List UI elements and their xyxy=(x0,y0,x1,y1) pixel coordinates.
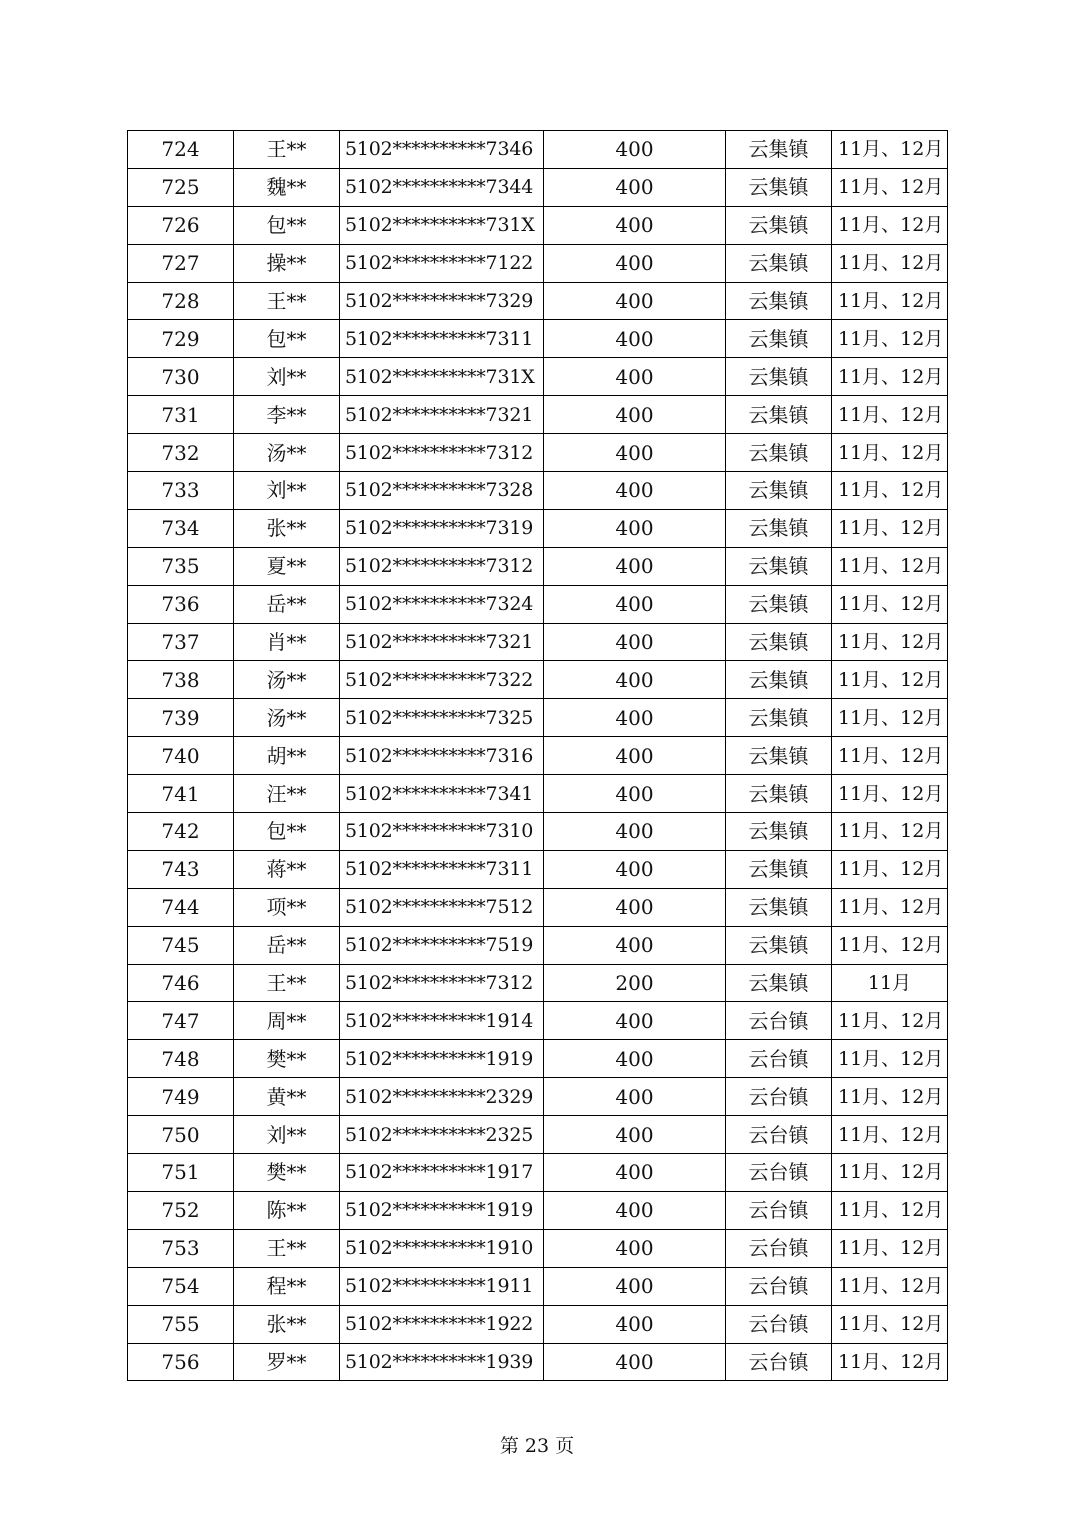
cell-id-number: 5102**********7312 xyxy=(340,434,544,472)
cell-id-number: 5102**********731X xyxy=(340,206,544,244)
cell-serial-number: 749 xyxy=(128,1078,234,1116)
cell-name: 岳** xyxy=(234,926,340,964)
cell-id-number: 5102**********7311 xyxy=(340,850,544,888)
cell-id-number: 5102**********7519 xyxy=(340,926,544,964)
cell-name: 王** xyxy=(234,282,340,320)
cell-town: 云台镇 xyxy=(726,1229,832,1267)
table-row xyxy=(128,1191,948,1229)
cell-town: 云集镇 xyxy=(726,244,832,282)
cell-id-number: 5102**********1922 xyxy=(340,1305,544,1343)
cell-serial-number: 744 xyxy=(128,888,234,926)
cell-serial-number: 748 xyxy=(128,1040,234,1078)
table-row xyxy=(128,964,948,1002)
cell-serial-number: 742 xyxy=(128,813,234,851)
cell-amount: 400 xyxy=(544,1191,726,1229)
cell-id-number: 5102**********7310 xyxy=(340,813,544,851)
cell-amount: 400 xyxy=(544,585,726,623)
cell-town: 云集镇 xyxy=(726,206,832,244)
cell-amount: 400 xyxy=(544,509,726,547)
cell-months: 11月、12月 xyxy=(832,699,948,737)
cell-serial-number: 732 xyxy=(128,434,234,472)
cell-serial-number: 733 xyxy=(128,472,234,510)
cell-amount: 400 xyxy=(544,244,726,282)
cell-amount: 400 xyxy=(544,850,726,888)
cell-id-number: 5102**********7312 xyxy=(340,964,544,1002)
table-row xyxy=(128,775,948,813)
cell-town: 云集镇 xyxy=(726,434,832,472)
cell-town: 云集镇 xyxy=(726,320,832,358)
cell-months: 11月、12月 xyxy=(832,168,948,206)
cell-town: 云台镇 xyxy=(726,1116,832,1154)
cell-months: 11月、12月 xyxy=(832,1154,948,1192)
table-row xyxy=(128,661,948,699)
cell-name: 樊** xyxy=(234,1040,340,1078)
cell-name: 程** xyxy=(234,1267,340,1305)
cell-town: 云台镇 xyxy=(726,1267,832,1305)
cell-id-number: 5102**********7324 xyxy=(340,585,544,623)
cell-id-number: 5102**********7328 xyxy=(340,472,544,510)
cell-name: 汤** xyxy=(234,661,340,699)
cell-town: 云集镇 xyxy=(726,813,832,851)
cell-id-number: 5102**********1917 xyxy=(340,1154,544,1192)
cell-town: 云台镇 xyxy=(726,1154,832,1192)
cell-serial-number: 743 xyxy=(128,850,234,888)
cell-name: 王** xyxy=(234,131,340,169)
cell-amount: 400 xyxy=(544,1305,726,1343)
cell-id-number: 5102**********7122 xyxy=(340,244,544,282)
cell-name: 肖** xyxy=(234,623,340,661)
table-row xyxy=(128,1229,948,1267)
cell-name: 张** xyxy=(234,1305,340,1343)
cell-months: 11月、12月 xyxy=(832,926,948,964)
table-row xyxy=(128,168,948,206)
cell-months: 11月 xyxy=(832,964,948,1002)
cell-town: 云集镇 xyxy=(726,168,832,206)
cell-amount: 400 xyxy=(544,1040,726,1078)
cell-name: 胡** xyxy=(234,737,340,775)
cell-town: 云集镇 xyxy=(726,661,832,699)
cell-months: 11月、12月 xyxy=(832,585,948,623)
cell-amount: 400 xyxy=(544,358,726,396)
table-row xyxy=(128,926,948,964)
cell-months: 11月、12月 xyxy=(832,1191,948,1229)
cell-name: 汤** xyxy=(234,699,340,737)
cell-name: 汪** xyxy=(234,775,340,813)
cell-amount: 400 xyxy=(544,1002,726,1040)
cell-name: 魏** xyxy=(234,168,340,206)
table-row xyxy=(128,1116,948,1154)
cell-town: 云集镇 xyxy=(726,926,832,964)
cell-amount: 400 xyxy=(544,1154,726,1192)
cell-months: 11月、12月 xyxy=(832,775,948,813)
table-row xyxy=(128,131,948,169)
cell-months: 11月、12月 xyxy=(832,661,948,699)
cell-name: 樊** xyxy=(234,1154,340,1192)
cell-serial-number: 736 xyxy=(128,585,234,623)
cell-months: 11月、12月 xyxy=(832,1267,948,1305)
cell-months: 11月、12月 xyxy=(832,1116,948,1154)
cell-amount: 400 xyxy=(544,926,726,964)
cell-name: 王** xyxy=(234,964,340,1002)
cell-town: 云集镇 xyxy=(726,585,832,623)
cell-id-number: 5102**********7321 xyxy=(340,396,544,434)
cell-name: 操** xyxy=(234,244,340,282)
cell-town: 云集镇 xyxy=(726,509,832,547)
cell-serial-number: 734 xyxy=(128,509,234,547)
table-row xyxy=(128,434,948,472)
cell-id-number: 5102**********7512 xyxy=(340,888,544,926)
cell-serial-number: 755 xyxy=(128,1305,234,1343)
table-row xyxy=(128,699,948,737)
table-row xyxy=(128,244,948,282)
cell-name: 夏** xyxy=(234,547,340,585)
cell-town: 云集镇 xyxy=(726,888,832,926)
table-row xyxy=(128,472,948,510)
cell-serial-number: 725 xyxy=(128,168,234,206)
table-row xyxy=(128,888,948,926)
cell-months: 11月、12月 xyxy=(832,1078,948,1116)
table-row xyxy=(128,358,948,396)
cell-serial-number: 754 xyxy=(128,1267,234,1305)
cell-serial-number: 745 xyxy=(128,926,234,964)
table-row xyxy=(128,737,948,775)
cell-serial-number: 738 xyxy=(128,661,234,699)
cell-amount: 400 xyxy=(544,888,726,926)
table-row xyxy=(128,585,948,623)
roster-table-body xyxy=(128,131,948,1381)
cell-name: 张** xyxy=(234,509,340,547)
cell-months: 11月、12月 xyxy=(832,358,948,396)
cell-months: 11月、12月 xyxy=(832,547,948,585)
cell-months: 11月、12月 xyxy=(832,1002,948,1040)
cell-serial-number: 735 xyxy=(128,547,234,585)
cell-town: 云集镇 xyxy=(726,472,832,510)
cell-serial-number: 750 xyxy=(128,1116,234,1154)
cell-town: 云台镇 xyxy=(726,1191,832,1229)
cell-id-number: 5102**********1911 xyxy=(340,1267,544,1305)
table-row xyxy=(128,1154,948,1192)
cell-amount: 400 xyxy=(544,775,726,813)
cell-months: 11月、12月 xyxy=(832,888,948,926)
cell-amount: 400 xyxy=(544,434,726,472)
cell-town: 云集镇 xyxy=(726,775,832,813)
cell-town: 云集镇 xyxy=(726,396,832,434)
cell-months: 11月、12月 xyxy=(832,282,948,320)
cell-name: 包** xyxy=(234,813,340,851)
cell-town: 云集镇 xyxy=(726,737,832,775)
cell-town: 云集镇 xyxy=(726,623,832,661)
cell-id-number: 5102**********1919 xyxy=(340,1191,544,1229)
cell-id-number: 5102**********731X xyxy=(340,358,544,396)
cell-id-number: 5102**********7346 xyxy=(340,131,544,169)
cell-amount: 400 xyxy=(544,1267,726,1305)
cell-months: 11月、12月 xyxy=(832,320,948,358)
cell-town: 云台镇 xyxy=(726,1002,832,1040)
cell-months: 11月、12月 xyxy=(832,472,948,510)
cell-serial-number: 728 xyxy=(128,282,234,320)
cell-name: 周** xyxy=(234,1002,340,1040)
cell-id-number: 5102**********7311 xyxy=(340,320,544,358)
cell-amount: 400 xyxy=(544,699,726,737)
cell-town: 云台镇 xyxy=(726,1040,832,1078)
table-row xyxy=(128,813,948,851)
table-row xyxy=(128,1002,948,1040)
cell-amount: 400 xyxy=(544,813,726,851)
cell-amount: 400 xyxy=(544,1229,726,1267)
cell-id-number: 5102**********2329 xyxy=(340,1078,544,1116)
cell-months: 11月、12月 xyxy=(832,850,948,888)
cell-serial-number: 751 xyxy=(128,1154,234,1192)
cell-amount: 200 xyxy=(544,964,726,1002)
cell-months: 11月、12月 xyxy=(832,1343,948,1381)
cell-months: 11月、12月 xyxy=(832,623,948,661)
cell-months: 11月、12月 xyxy=(832,131,948,169)
cell-serial-number: 729 xyxy=(128,320,234,358)
cell-id-number: 5102**********7321 xyxy=(340,623,544,661)
cell-name: 包** xyxy=(234,206,340,244)
cell-town: 云集镇 xyxy=(726,358,832,396)
cell-serial-number: 747 xyxy=(128,1002,234,1040)
cell-town: 云集镇 xyxy=(726,964,832,1002)
cell-town: 云集镇 xyxy=(726,131,832,169)
cell-id-number: 5102**********1919 xyxy=(340,1040,544,1078)
cell-serial-number: 753 xyxy=(128,1229,234,1267)
cell-amount: 400 xyxy=(544,320,726,358)
cell-id-number: 5102**********7312 xyxy=(340,547,544,585)
cell-id-number: 5102**********7329 xyxy=(340,282,544,320)
table-row xyxy=(128,850,948,888)
cell-amount: 400 xyxy=(544,282,726,320)
table-row xyxy=(128,396,948,434)
table-row xyxy=(128,547,948,585)
cell-amount: 400 xyxy=(544,737,726,775)
table-row xyxy=(128,1078,948,1116)
cell-serial-number: 741 xyxy=(128,775,234,813)
cell-serial-number: 740 xyxy=(128,737,234,775)
cell-name: 李** xyxy=(234,396,340,434)
cell-name: 刘** xyxy=(234,472,340,510)
cell-amount: 400 xyxy=(544,472,726,510)
page-number: 第 23 页 xyxy=(499,1435,575,1457)
cell-town: 云台镇 xyxy=(726,1305,832,1343)
cell-amount: 400 xyxy=(544,168,726,206)
cell-serial-number: 726 xyxy=(128,206,234,244)
cell-name: 刘** xyxy=(234,1116,340,1154)
cell-id-number: 5102**********7344 xyxy=(340,168,544,206)
table-row xyxy=(128,320,948,358)
table-row xyxy=(128,282,948,320)
cell-town: 云集镇 xyxy=(726,547,832,585)
cell-amount: 400 xyxy=(544,1078,726,1116)
table-row xyxy=(128,509,948,547)
cell-months: 11月、12月 xyxy=(832,1229,948,1267)
cell-id-number: 5102**********2325 xyxy=(340,1116,544,1154)
cell-name: 王** xyxy=(234,1229,340,1267)
cell-months: 11月、12月 xyxy=(832,244,948,282)
cell-id-number: 5102**********7319 xyxy=(340,509,544,547)
cell-serial-number: 727 xyxy=(128,244,234,282)
cell-id-number: 5102**********1914 xyxy=(340,1002,544,1040)
table-row xyxy=(128,1305,948,1343)
cell-name: 陈** xyxy=(234,1191,340,1229)
cell-serial-number: 737 xyxy=(128,623,234,661)
cell-name: 罗** xyxy=(234,1343,340,1381)
cell-town: 云集镇 xyxy=(726,699,832,737)
cell-amount: 400 xyxy=(544,547,726,585)
cell-town: 云集镇 xyxy=(726,282,832,320)
cell-id-number: 5102**********7325 xyxy=(340,699,544,737)
cell-id-number: 5102**********1910 xyxy=(340,1229,544,1267)
cell-name: 黄** xyxy=(234,1078,340,1116)
table-row xyxy=(128,623,948,661)
cell-months: 11月、12月 xyxy=(832,206,948,244)
cell-name: 包** xyxy=(234,320,340,358)
cell-serial-number: 730 xyxy=(128,358,234,396)
cell-id-number: 5102**********7316 xyxy=(340,737,544,775)
cell-serial-number: 724 xyxy=(128,131,234,169)
table-row xyxy=(128,1267,948,1305)
cell-amount: 400 xyxy=(544,1343,726,1381)
cell-months: 11月、12月 xyxy=(832,509,948,547)
cell-amount: 400 xyxy=(544,131,726,169)
cell-serial-number: 746 xyxy=(128,964,234,1002)
roster-table xyxy=(127,130,948,1381)
cell-serial-number: 756 xyxy=(128,1343,234,1381)
cell-name: 项** xyxy=(234,888,340,926)
cell-months: 11月、12月 xyxy=(832,813,948,851)
cell-months: 11月、12月 xyxy=(832,737,948,775)
cell-months: 11月、12月 xyxy=(832,396,948,434)
cell-name: 岳** xyxy=(234,585,340,623)
cell-id-number: 5102**********7341 xyxy=(340,775,544,813)
table-row xyxy=(128,1343,948,1381)
cell-amount: 400 xyxy=(544,1116,726,1154)
cell-name: 蒋** xyxy=(234,850,340,888)
cell-name: 刘** xyxy=(234,358,340,396)
cell-months: 11月、12月 xyxy=(832,434,948,472)
cell-months: 11月、12月 xyxy=(832,1040,948,1078)
cell-name: 汤** xyxy=(234,434,340,472)
cell-id-number: 5102**********7322 xyxy=(340,661,544,699)
cell-serial-number: 731 xyxy=(128,396,234,434)
cell-amount: 400 xyxy=(544,396,726,434)
cell-amount: 400 xyxy=(544,661,726,699)
cell-months: 11月、12月 xyxy=(832,1305,948,1343)
cell-amount: 400 xyxy=(544,623,726,661)
cell-id-number: 5102**********1939 xyxy=(340,1343,544,1381)
cell-amount: 400 xyxy=(544,206,726,244)
cell-serial-number: 739 xyxy=(128,699,234,737)
cell-serial-number: 752 xyxy=(128,1191,234,1229)
cell-town: 云集镇 xyxy=(726,850,832,888)
table-row xyxy=(128,206,948,244)
table-row xyxy=(128,1040,948,1078)
cell-town: 云台镇 xyxy=(726,1078,832,1116)
cell-town: 云台镇 xyxy=(726,1343,832,1381)
